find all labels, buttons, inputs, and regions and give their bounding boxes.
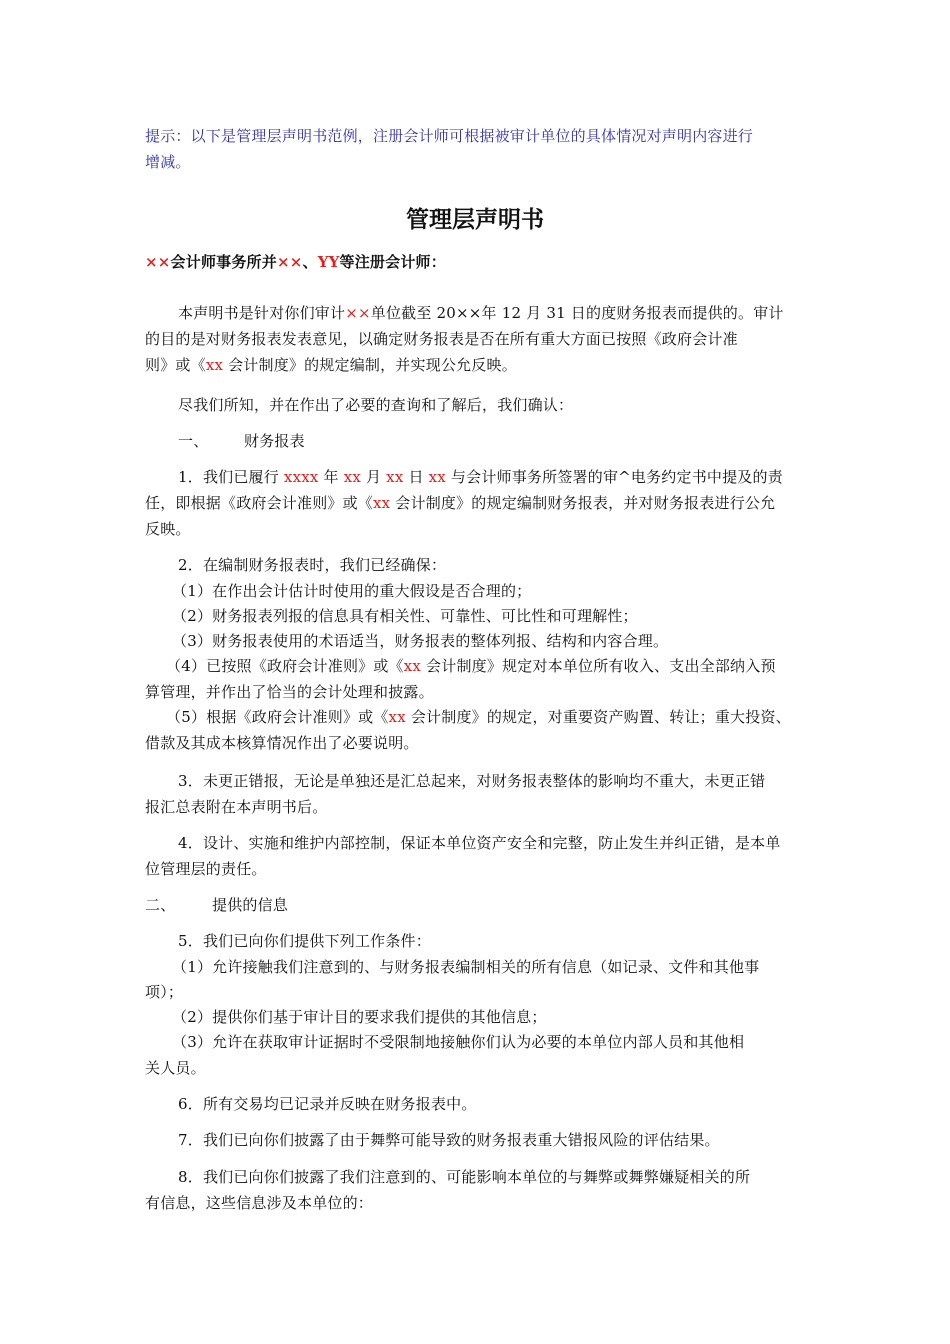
intro-line-2: 的目的是对财务报表发表意见，以确定财务报表是否在所有重大方面已按照《政府会计准 <box>145 330 738 348</box>
section-1-title: 财务报表 <box>244 432 305 450</box>
item-8-line-2: 有信息，这些信息涉及本单位的： <box>145 1194 374 1212</box>
item-text: 日 <box>403 468 429 486</box>
item-placeholder: xxxx <box>283 468 319 486</box>
item-text: 会计制度》的规定，对重要资产购置、转让；重大投资、 <box>405 708 791 726</box>
item-5-heading: 5．我们已向你们提供下列工作条件： <box>178 932 431 950</box>
hint-line-1: 提示：以下是管理层声明书范例，注册会计师可根据被审计单位的具体情况对声明内容进行 <box>145 127 754 145</box>
item-7: 7．我们已向你们披露了由于舞弊可能导致的财务报表重大错报风险的评估结果。 <box>178 1131 720 1149</box>
item-text: 任，即根据《政府会计准则》或《 <box>145 494 374 512</box>
item-5-sub-2: （2）提供你们基于审计目的要求我们提供的其他信息； <box>172 1008 547 1026</box>
item-3-line-1: 3．未更正错报，无论是单独还是汇总起来，对财务报表整体的影响均不重大，未更正错 <box>178 772 766 790</box>
item-text: 会计制度》的规定编制财务报表，并对财务报表进行公允 <box>390 494 776 512</box>
addressee-placeholder-1: ×× <box>145 253 171 271</box>
addressee-text-1: 会计师事务所并 <box>170 253 277 271</box>
item-1-line-3: 反映。 <box>145 520 191 538</box>
addressee <box>145 251 446 273</box>
item-2-heading: 2．在编制财务报表时，我们已经确保： <box>178 556 447 574</box>
item-placeholder: xx <box>386 468 404 486</box>
item-4-line-1: 4．设计、实施和维护内部控制，保证本单位资产安全和完整，防止发生并纠正错，是本单 <box>178 834 781 852</box>
item-5-sub-1-line-1: （1）允许接触我们注意到的、与财务报表编制相关的所有信息（如记录、文件和其他事 <box>172 958 760 976</box>
item-5-sub-3-line-1: （3）允许在获取审计证据时不受限制地接触你们认为必要的本单位内部人员和其他相 <box>172 1033 745 1051</box>
item-placeholder: xx <box>388 708 406 726</box>
intro-placeholder: xx <box>205 356 224 374</box>
item-5-sub-3-line-2: 关人员。 <box>145 1059 206 1077</box>
item-text: 年 <box>318 468 344 486</box>
item-8-line-1: 8．我们已向你们披露了我们注意到的、可能影响本单位的与舞弊或舞弊嫌疑相关的所 <box>178 1168 751 1186</box>
section-2-number: 二、 <box>145 896 176 914</box>
item-text: 月 <box>361 468 387 486</box>
addressee-placeholder-2: ×× <box>276 253 303 271</box>
item-3-line-2: 报汇总表附在本声明书后。 <box>145 798 328 816</box>
item-2-sub-4-line-2: 算管理，并作出了恰当的会计处理和披露。 <box>145 683 434 701</box>
intro-text: 本声明书是针对你们审计 <box>178 304 346 322</box>
intro-line-1 <box>178 302 784 324</box>
addressee-text-2: 等注册会计师： <box>339 253 446 271</box>
item-6: 6．所有交易均已记录并反映在财务报表中。 <box>178 1095 477 1113</box>
item-placeholder: xx <box>428 468 446 486</box>
addressee-placeholder-3: YY <box>317 253 340 271</box>
item-2-sub-5-line-2: 借款及其成本核算情况作出了必要说明。 <box>145 734 419 752</box>
item-1-line-2 <box>145 492 775 514</box>
intro-placeholder: ×× <box>345 304 371 322</box>
addressee-separator: 、 <box>302 253 318 271</box>
confirm-text: 尽我们所知，并在作出了必要的查询和了解后，我们确认： <box>178 396 574 414</box>
item-2-sub-4-line-1 <box>166 655 776 677</box>
item-text: （4）已按照《政府会计准则》或《 <box>166 657 404 675</box>
item-text: 与会计师事务所签署的审^电务约定书中提及的责 <box>445 468 783 486</box>
item-text: 会计制度》规定对本单位所有收入、支出全部纳入预 <box>421 657 776 675</box>
item-2-sub-5-line-1 <box>166 706 791 728</box>
section-1-number: 一、 <box>178 432 209 450</box>
item-2-sub-1: （1）在作出会计估计时使用的重大假设是否合理的； <box>172 582 532 600</box>
item-5-sub-1-line-2: 项）； <box>145 983 184 1001</box>
intro-line-3 <box>145 354 517 376</box>
item-placeholder: xx <box>403 657 422 675</box>
document-title: 管理层声明书 <box>406 207 544 233</box>
item-placeholder: xx <box>373 494 391 512</box>
item-placeholder: xx <box>343 468 362 486</box>
section-2-title: 提供的信息 <box>212 896 289 914</box>
intro-text: 单位截至 20××年 12 月 31 日的度财务报表而提供的。审计 <box>370 304 784 322</box>
item-2-sub-3: （3）财务报表使用的术语适当，财务报表的整体列报、结构和内容合理。 <box>172 632 669 650</box>
hint-line-2: 增减。 <box>145 153 191 171</box>
intro-text: 则》或《 <box>145 356 206 374</box>
item-1-line-1 <box>178 466 783 488</box>
item-4-line-2: 位管理层的责任。 <box>145 860 267 878</box>
item-2-sub-2: （2）财务报表列报的信息具有相关性、可靠性、可比性和可理解性； <box>172 607 638 625</box>
intro-text: 会计制度》的规定编制，并实现公允反映。 <box>223 356 517 374</box>
item-text: 1．我们已履行 <box>178 468 284 486</box>
item-text: （5）根据《政府会计准则》或《 <box>166 708 389 726</box>
